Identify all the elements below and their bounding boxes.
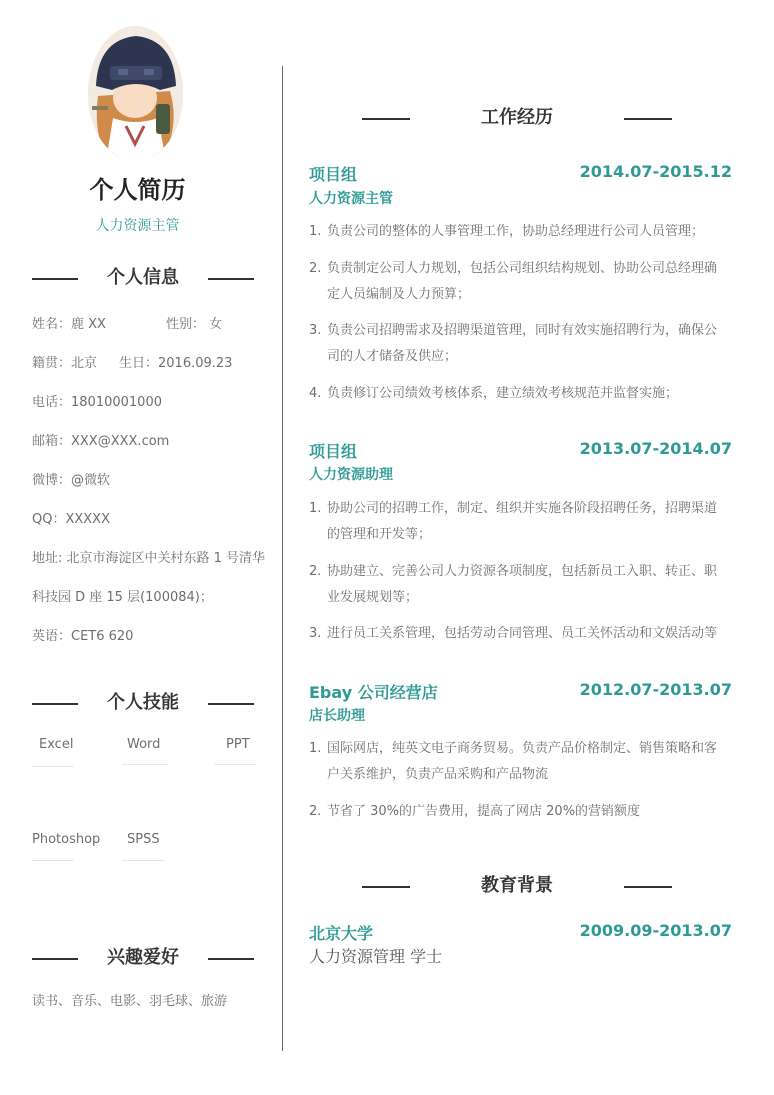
work-date: 2013.07-2014.07 (579, 439, 732, 458)
skill-item: Word (127, 737, 161, 752)
work-date: 2014.07-2015.12 (579, 162, 732, 181)
column-divider (282, 66, 283, 1051)
work-duty: 2. 负责制定公司人力规划，包括公司组织结构规划、协助公司总经理确定人员编制及人力预算； (309, 261, 718, 302)
info-native: 籍贯：北京 (32, 356, 98, 371)
section-header-education (362, 874, 672, 898)
info-birthday: 生日：2016.09.23 (119, 356, 233, 371)
avatar (88, 26, 183, 161)
job-title: 人力资源主管 (95, 218, 180, 234)
hobbies-text: 读书、音乐、电影、羽毛球、旅游 (32, 994, 228, 1009)
work-role: 店长助理 (309, 708, 365, 724)
skill-bar (214, 764, 256, 765)
work-role: 人力资源助理 (309, 467, 393, 483)
info-address-line2: 科技园 D 座 15 层(100084)； (32, 590, 213, 605)
skill-item: PPT (226, 737, 250, 752)
info-name: 姓名：鹿 XX (32, 317, 106, 332)
info-gender: 性别： 女 (166, 317, 223, 332)
work-duty: 1. 协助公司的招聘工作，制定、组织并实施各阶段招聘任务，招聘渠道的管理和开发等； (309, 501, 718, 542)
info-address-line1: 地址: 北京市海淀区中关村东路 1 号清华 (32, 551, 266, 566)
skill-item: Photoshop (32, 832, 101, 847)
section-title: 教育背景 (481, 875, 553, 896)
education-major: 人力资源管理 学士 (309, 947, 443, 966)
work-duty: 1. 国际网店，纯英文电子商务贸易。负责产品价格制定、销售策略和客户关系维护，负责产品采购和产品物流 (309, 741, 718, 782)
work-company: Ebay 公司经营店 (309, 683, 438, 702)
work-duty: 3. 进行员工关系管理，包括劳动合同管理、员工关怀活动和文娱活动等 (309, 626, 718, 641)
info-english: 英语：CET6 620 (32, 629, 134, 644)
info-qq: QQ：XXXXX (32, 512, 110, 527)
skill-bar (122, 860, 164, 861)
skill-bar (32, 860, 74, 861)
skill-item: Excel (39, 737, 74, 752)
education-date: 2009.09-2013.07 (579, 921, 732, 940)
section-header-hobbies (32, 946, 254, 970)
work-company: 项目组 (309, 165, 358, 184)
work-duty: 1. 负责公司的整体的人事管理工作，协助总经理进行公司人员管理； (309, 224, 705, 239)
section-title: 个人技能 (107, 692, 179, 713)
section-title: 工作经历 (481, 107, 553, 128)
resume-title: 个人简历 (89, 176, 186, 204)
work-duty: 2. 节省了 30%的广告费用，提高了网店 20%的营销额度 (309, 804, 641, 819)
section-title: 个人信息 (107, 267, 179, 288)
work-date: 2012.07-2013.07 (579, 680, 732, 699)
section-title: 兴趣爱好 (107, 947, 179, 968)
section-header-personal-info (32, 266, 254, 290)
skill-item: SPSS (127, 832, 160, 847)
info-phone: 电话：18010001000 (32, 395, 162, 410)
work-duty: 2. 协助建立、完善公司人力资源各项制度，包括新员工入职、转正、职业发展规划等； (309, 564, 718, 605)
info-weibo: 微博：@微软 (32, 473, 111, 488)
education-school: 北京大学 (309, 924, 374, 943)
work-duty: 4. 负责修订公司绩效考核体系，建立绩效考核规范并监督实施； (309, 386, 679, 401)
skill-bar (32, 766, 74, 767)
work-duty: 3. 负责公司招聘需求及招聘渠道管理，同时有效实施招聘行为，确保公司的人才储备及供应； (309, 323, 718, 364)
work-role: 人力资源主管 (309, 191, 393, 207)
info-email: 邮箱：XXX@XXX.com (32, 434, 170, 449)
section-header-work (362, 106, 672, 130)
work-company: 项目组 (309, 442, 358, 461)
section-header-skills (32, 691, 254, 715)
skill-bar (122, 764, 168, 765)
